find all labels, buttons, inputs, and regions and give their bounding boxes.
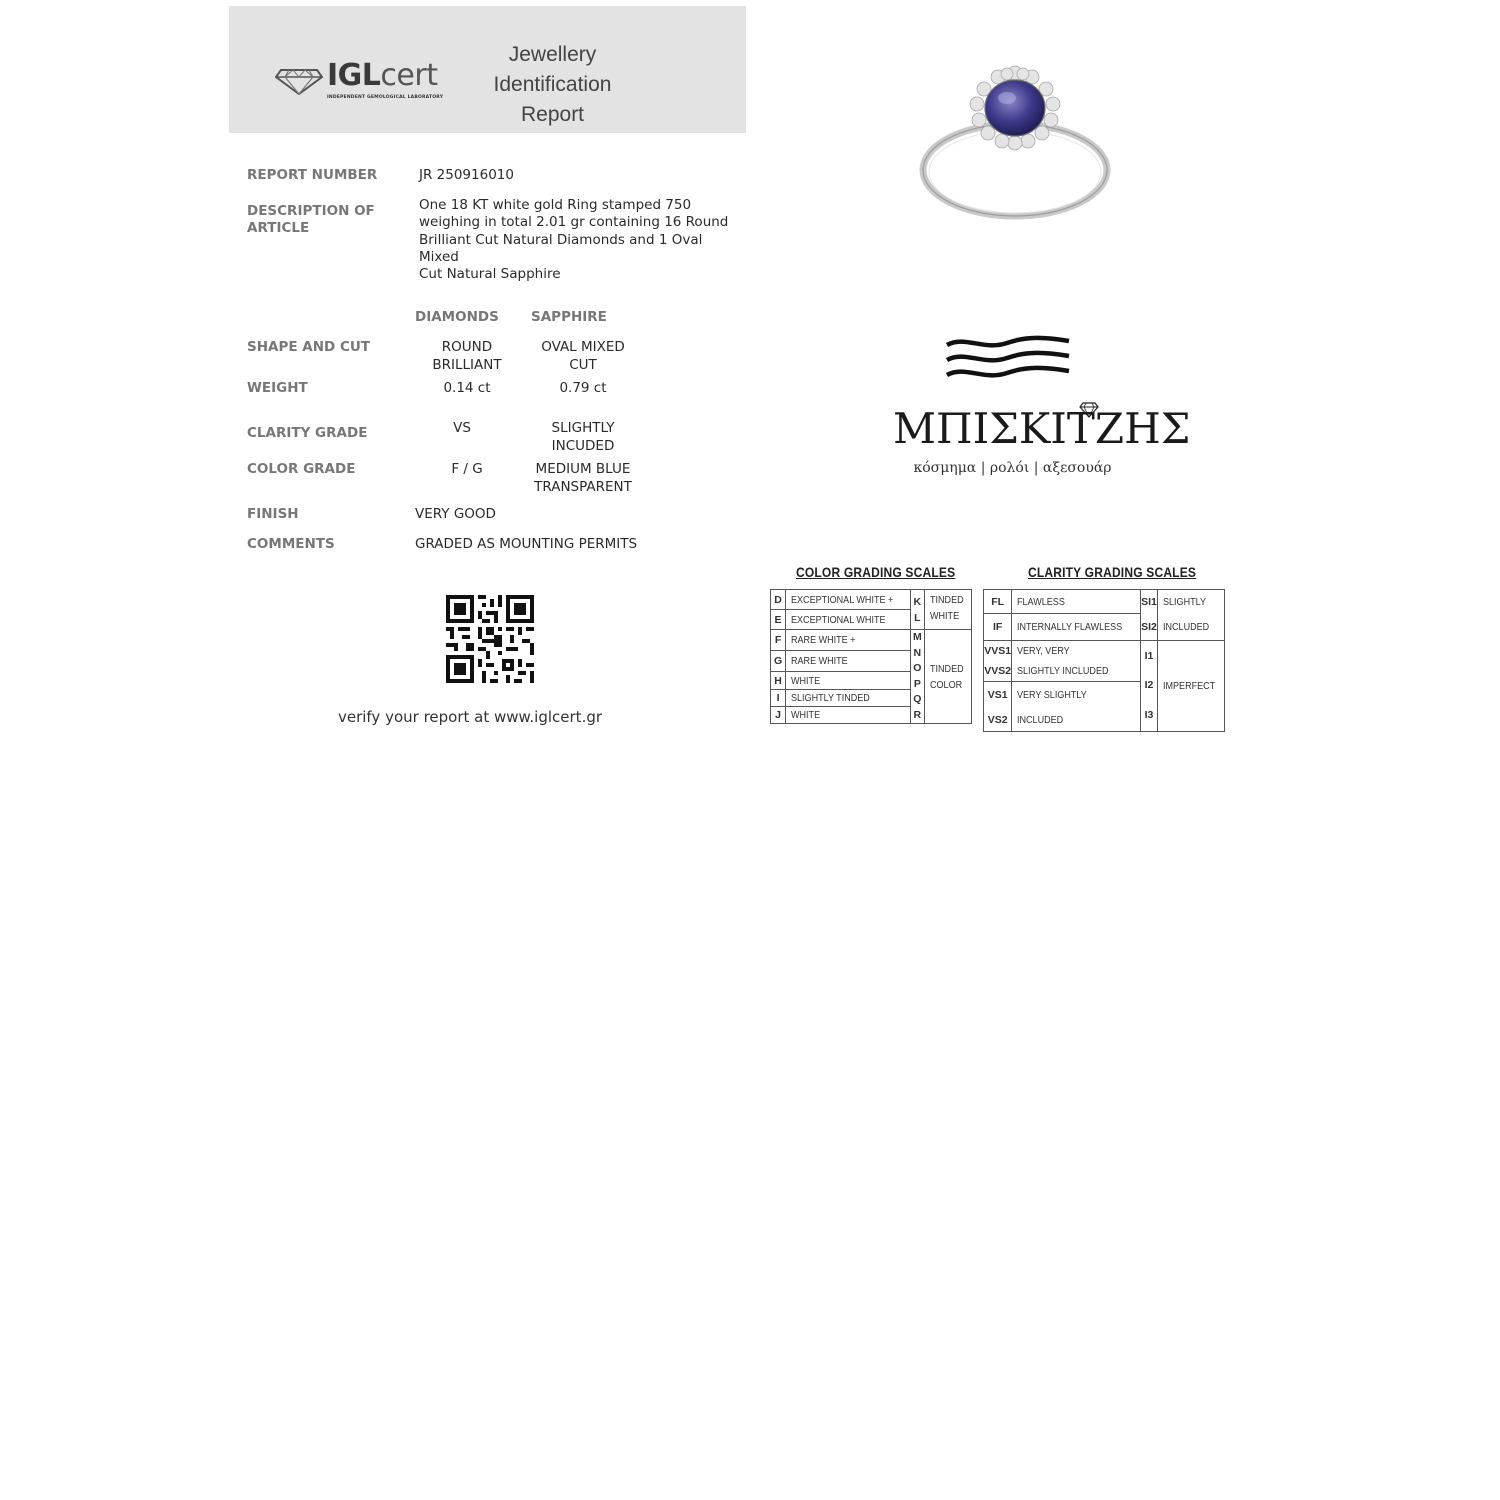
report-title-line: Report bbox=[520, 103, 585, 126]
color-code: D bbox=[771, 590, 786, 610]
description-label bbox=[247, 203, 375, 237]
diamonds-column-header: DIAMONDS bbox=[415, 309, 499, 325]
clarity-name: VERY, VERY bbox=[1012, 641, 1140, 661]
color-group-code: P bbox=[913, 677, 921, 690]
shape-diamonds bbox=[407, 339, 527, 374]
color-sapphire-line: TRANSPARENT bbox=[534, 478, 632, 495]
clarity-sapphire bbox=[523, 420, 643, 455]
clarity-name: INTERNALLY FLAWLESS bbox=[1012, 614, 1140, 641]
report-title-line: Jewellery bbox=[508, 43, 597, 66]
brand-name: ΜΠΙΣΚΙΤΖΗΣ bbox=[893, 404, 1191, 453]
color-label: COLOR GRADE bbox=[247, 461, 356, 477]
clarity-name: SLIGHTLY INCLUDED bbox=[1012, 661, 1140, 682]
weight-label: WEIGHT bbox=[247, 380, 308, 396]
color-code: I bbox=[771, 690, 786, 707]
color-diamonds: F / G bbox=[451, 461, 483, 477]
clarity-sapphire-line: SLIGHTLY bbox=[551, 420, 615, 436]
description-line: weighing in total 2.01 gr containing 16 Round bbox=[419, 214, 729, 231]
color-name: EXCEPTIONAL WHITE + bbox=[786, 590, 911, 610]
sapphire-column-header: SAPPHIRE bbox=[531, 309, 607, 325]
iglcert-logo bbox=[275, 58, 455, 106]
ring-photo bbox=[915, 62, 1115, 222]
comments-value: GRADED AS MOUNTING PERMITS bbox=[415, 536, 638, 552]
color-group-name: TINDED COLOR bbox=[924, 630, 971, 724]
shape-diamonds-line: ROUND bbox=[441, 339, 493, 355]
color-code: G bbox=[771, 651, 786, 672]
color-code: H bbox=[771, 672, 786, 690]
clarity-si-codes bbox=[1140, 590, 1158, 641]
clarity-sapphire-line: INCUDED bbox=[551, 437, 615, 454]
logo-wordmark: IGLcert bbox=[327, 58, 438, 93]
clarity-i-code: I3 bbox=[1144, 708, 1154, 721]
color-group-code: M bbox=[912, 631, 922, 643]
clarity-i-code: I2 bbox=[1144, 679, 1154, 692]
clarity-code: VVS1 bbox=[984, 641, 1012, 661]
color-group-code: Q bbox=[913, 693, 922, 705]
clarity-label: CLARITY GRADE bbox=[247, 425, 368, 441]
weight-diamonds: 0.14 ct bbox=[443, 380, 491, 396]
color-sapphire-line: MEDIUM BLUE bbox=[535, 461, 631, 477]
color-group-code: O bbox=[913, 662, 922, 674]
report-title-line: Identification bbox=[493, 73, 612, 96]
clarity-diamonds: VS bbox=[453, 420, 471, 436]
shape-label: SHAPE AND CUT bbox=[247, 339, 371, 355]
color-code: E bbox=[771, 610, 786, 630]
color-group-code: N bbox=[913, 646, 922, 659]
color-name: WHITE bbox=[786, 672, 911, 690]
logo-subtitle: INDEPENDENT GEMOLOGICAL LABORATORY bbox=[327, 95, 444, 100]
shape-sapphire-line: CUT bbox=[569, 356, 597, 373]
diamond-logo-icon bbox=[275, 66, 323, 96]
comments-label: COMMENTS bbox=[247, 536, 335, 552]
color-scale-title: COLOR GRADING SCALES bbox=[796, 564, 956, 580]
description-line: Brilliant Cut Natural Diamonds and 1 Oval Mixed bbox=[419, 231, 703, 265]
color-name: WHITE bbox=[786, 707, 911, 724]
clarity-code: VVS2 bbox=[984, 661, 1012, 682]
verify-link[interactable]: verify your report at www.iglcert.gr bbox=[337, 708, 603, 726]
clarity-code: VS2 bbox=[984, 709, 1012, 732]
color-code: F bbox=[771, 630, 786, 651]
waves-logo-icon bbox=[945, 333, 1071, 387]
description-label-line: DESCRIPTION OF bbox=[247, 203, 375, 219]
color-sapphire bbox=[523, 461, 643, 496]
shape-diamonds-line: BRILLIANT bbox=[432, 356, 502, 373]
color-group-code: K bbox=[913, 595, 922, 608]
description-line: One 18 KT white gold Ring stamped 750 bbox=[419, 197, 692, 213]
clarity-scale-table bbox=[983, 589, 1225, 732]
clarity-code: VS1 bbox=[984, 682, 1012, 709]
clarity-si-code: SI2 bbox=[1141, 621, 1157, 633]
clarity-scale-title: CLARITY GRADING SCALES bbox=[1028, 564, 1197, 580]
color-name: EXCEPTIONAL WHITE bbox=[786, 610, 911, 630]
description-label-line: ARTICLE bbox=[247, 220, 310, 236]
color-group-codes bbox=[911, 630, 925, 724]
clarity-name: VERY SLIGHTLY bbox=[1012, 682, 1140, 709]
report-number-value: JR 250916010 bbox=[419, 167, 514, 183]
color-group-code: L bbox=[914, 611, 921, 624]
clarity-code: IF bbox=[984, 614, 1012, 641]
clarity-si-code: SI1 bbox=[1141, 596, 1157, 608]
color-name: RARE WHITE + bbox=[786, 630, 911, 651]
shape-sapphire-line: OVAL MIXED bbox=[541, 339, 625, 355]
clarity-name: INCLUDED bbox=[1012, 709, 1140, 732]
finish-value: VERY GOOD bbox=[415, 506, 496, 522]
finish-label: FINISH bbox=[247, 506, 299, 522]
color-name: RARE WHITE bbox=[786, 651, 911, 672]
color-scale-table bbox=[770, 589, 972, 724]
clarity-i-name: IMPERFECT bbox=[1158, 641, 1225, 732]
description-line: Cut Natural Sapphire bbox=[419, 266, 561, 283]
clarity-code: FL bbox=[984, 590, 1012, 614]
brand-tagline: κόσμημα | ρολόι | αξεσουάρ bbox=[913, 460, 1112, 476]
report-title bbox=[470, 40, 635, 130]
clarity-i-code: I1 bbox=[1144, 649, 1154, 662]
color-group-name: TINDED WHITE bbox=[924, 590, 971, 630]
shape-sapphire bbox=[523, 339, 643, 374]
weight-sapphire: 0.79 ct bbox=[559, 380, 607, 396]
clarity-i-codes bbox=[1140, 641, 1158, 732]
clarity-si-name: SLIGHTLY INCLUDED bbox=[1158, 590, 1225, 641]
color-group-code: R bbox=[913, 708, 922, 721]
color-name: SLIGHTLY TINDED bbox=[786, 690, 911, 707]
color-code: J bbox=[771, 707, 786, 724]
description-value bbox=[419, 197, 739, 283]
color-group-codes bbox=[911, 590, 925, 630]
qr-code[interactable] bbox=[446, 595, 534, 683]
clarity-name: FLAWLESS bbox=[1012, 590, 1140, 614]
report-number-label: REPORT NUMBER bbox=[247, 167, 378, 183]
